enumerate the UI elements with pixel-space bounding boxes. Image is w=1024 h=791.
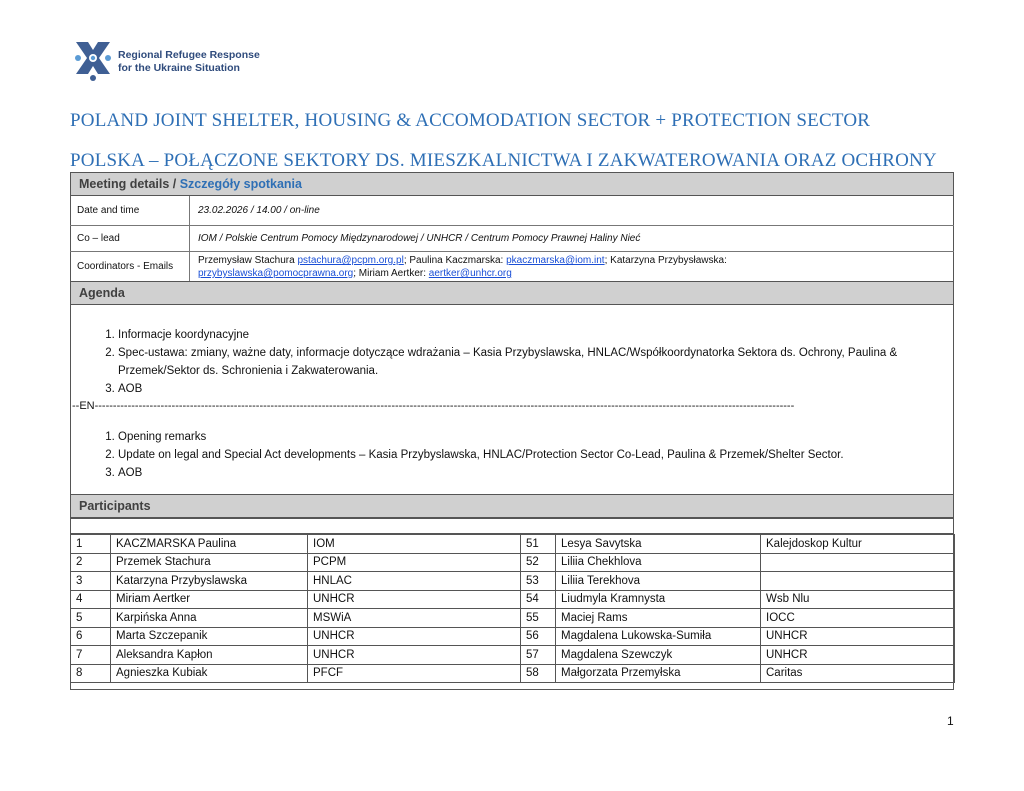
participant-row <box>71 535 955 554</box>
coordinators-label: Coordinators - Emails <box>70 252 190 281</box>
participants-table <box>70 534 955 683</box>
participant-number: 5 <box>71 609 111 628</box>
participant-number: 55 <box>521 609 556 628</box>
logo-text <box>118 49 260 75</box>
date-value: 23.02.2026 / 14.00 / on-line <box>198 205 320 216</box>
logo-line-1: Regional Refugee Response <box>118 49 260 61</box>
coordinator-kaczmarska: ; Paulina Kaczmarska: <box>403 255 507 266</box>
participant-name: Miriam Aertker <box>111 590 308 609</box>
title-pl: POLSKA – POŁĄCZONE SEKTORY DS. MIESZKALNICTWA I ZAKWATEROWANIA ORAZ OCHRONY <box>70 150 937 171</box>
email-link-aertker[interactable]: aertker@unhcr.org <box>428 268 512 279</box>
agenda-item-pl: 1. Informacje koordynacyjne <box>118 326 954 344</box>
participants-heading: Participants <box>79 499 151 513</box>
rrr-logo-icon <box>72 38 114 82</box>
participant-name: KACZMARSKA Paulina <box>111 535 308 554</box>
participant-name: Magdalena Lukowska-Sumiła <box>556 627 761 646</box>
agenda-item-en: 2. Update on legal and Special Act developments – Kasia Przybyslawska, HNLAC/Protection Sector Co-Lead, Paulina & Przemek/Shelter Sector. <box>118 446 954 464</box>
participant-number: 1 <box>71 535 111 554</box>
agenda-item-en: 1. Opening remarks <box>118 428 954 446</box>
coordinators-row <box>70 252 954 281</box>
participant-number: 58 <box>521 664 556 683</box>
page-number: 1 <box>947 714 954 728</box>
logo <box>72 38 272 84</box>
agenda-header <box>70 281 954 305</box>
participant-number: 6 <box>71 627 111 646</box>
email-link-kaczmarska[interactable]: pkaczmarska@iom.int <box>506 255 605 266</box>
email-link-stachura[interactable]: pstachura@pcpm.org.pl <box>297 255 404 266</box>
participant-name: Małgorzata Przemyłska <box>556 664 761 683</box>
participants-blank-row <box>70 518 954 534</box>
participant-name: Marta Szczepanik <box>111 627 308 646</box>
participant-organization: UNHCR <box>308 646 521 665</box>
agenda-list-pl <box>70 326 954 398</box>
agenda-heading: Agenda <box>79 286 125 300</box>
participant-name: Katarzyna Przybyslawska <box>111 572 308 591</box>
agenda-body <box>70 318 954 482</box>
participant-row <box>71 572 955 591</box>
participant-name: Liudmyla Kramnysta <box>556 590 761 609</box>
participant-name: Maciej Rams <box>556 609 761 628</box>
participant-organization: IOCC <box>761 609 955 628</box>
coordinator-przybyslawska: ; Katarzyna Przybysławska: <box>604 255 727 266</box>
agenda-item-pl: 2. Spec-ustawa: zmiany, ważne daty, informacje dotyczące wdrażania – Kasia Przybyslawska, HNLAC/Współkoordynatorka Sektora ds. Ochrony, Paulina & Przemek/Sektor ds. Schronienia i Zakwaterowania. <box>118 344 954 380</box>
participant-row <box>71 646 955 665</box>
coordinator-aertker: ; Miriam Aertker: <box>353 268 429 279</box>
coordinator-stachura: Przemysław Stachura <box>198 255 298 266</box>
participant-organization: UNHCR <box>761 627 955 646</box>
participant-name: Magdalena Szewczyk <box>556 646 761 665</box>
participants-table-body <box>71 535 955 683</box>
date-label: Date and time <box>70 196 190 225</box>
participant-organization: UNHCR <box>308 627 521 646</box>
date-row <box>70 196 954 226</box>
meeting-details-heading-pl: Szczegóły spotkania <box>179 177 302 191</box>
participant-number: 57 <box>521 646 556 665</box>
participant-row <box>71 609 955 628</box>
participant-name: Agnieszka Kubiak <box>111 664 308 683</box>
participant-name: Karpińska Anna <box>111 609 308 628</box>
participant-name: Aleksandra Kapłon <box>111 646 308 665</box>
participant-number: 52 <box>521 553 556 572</box>
participant-row <box>71 590 955 609</box>
participant-name: Przemek Stachura <box>111 553 308 572</box>
participant-organization: MSWiA <box>308 609 521 628</box>
en-separator: --EN----------------------------------------------------------------------------------------------------------------------------------------------------------------------------------------------- <box>72 400 795 412</box>
participant-number: 56 <box>521 627 556 646</box>
participant-organization: Caritas <box>761 664 955 683</box>
participant-organization <box>761 553 955 572</box>
participant-name: Lesya Savytska <box>556 535 761 554</box>
email-link-przybyslawska[interactable]: przybyslawska@pomocprawna.org <box>198 268 354 279</box>
participant-organization: Wsb Nlu <box>761 590 955 609</box>
participant-number: 3 <box>71 572 111 591</box>
colead-row <box>70 226 954 252</box>
agenda-item-pl: 3. AOB <box>118 380 954 398</box>
agenda-list-en <box>70 428 954 482</box>
participant-number: 4 <box>71 590 111 609</box>
participant-number: 53 <box>521 572 556 591</box>
participant-organization: PCPM <box>308 553 521 572</box>
meeting-details-heading: Meeting details / <box>79 177 180 191</box>
agenda-item-en: 3. AOB <box>118 464 954 482</box>
participant-organization: IOM <box>308 535 521 554</box>
participant-number: 51 <box>521 535 556 554</box>
coordinators-value <box>198 252 950 281</box>
participant-number: 8 <box>71 664 111 683</box>
title-en: POLAND JOINT SHELTER, HOUSING & ACCOMODATION SECTOR + PROTECTION SECTOR <box>70 110 871 131</box>
participant-organization: HNLAC <box>308 572 521 591</box>
participant-number: 7 <box>71 646 111 665</box>
participant-number: 2 <box>71 553 111 572</box>
participant-name: Liliia Chekhlova <box>556 553 761 572</box>
participant-row <box>71 553 955 572</box>
participant-organization <box>761 572 955 591</box>
participant-number: 54 <box>521 590 556 609</box>
meeting-details-header <box>70 172 954 196</box>
participant-organization: Kalejdoskop Kultur <box>761 535 955 554</box>
participant-organization: UNHCR <box>308 590 521 609</box>
logo-line-2: for the Ukraine Situation <box>118 62 240 74</box>
participant-name: Liliia Terekhova <box>556 572 761 591</box>
participant-organization: UNHCR <box>761 646 955 665</box>
participant-row <box>71 627 955 646</box>
participants-header <box>70 494 954 518</box>
colead-value: IOM / Polskie Centrum Pomocy Międzynarodowej / UNHCR / Centrum Pomocy Prawnej Haliny Nieć <box>198 233 641 244</box>
participant-organization: PFCF <box>308 664 521 683</box>
participant-row <box>71 664 955 683</box>
colead-label: Co – lead <box>70 226 190 251</box>
